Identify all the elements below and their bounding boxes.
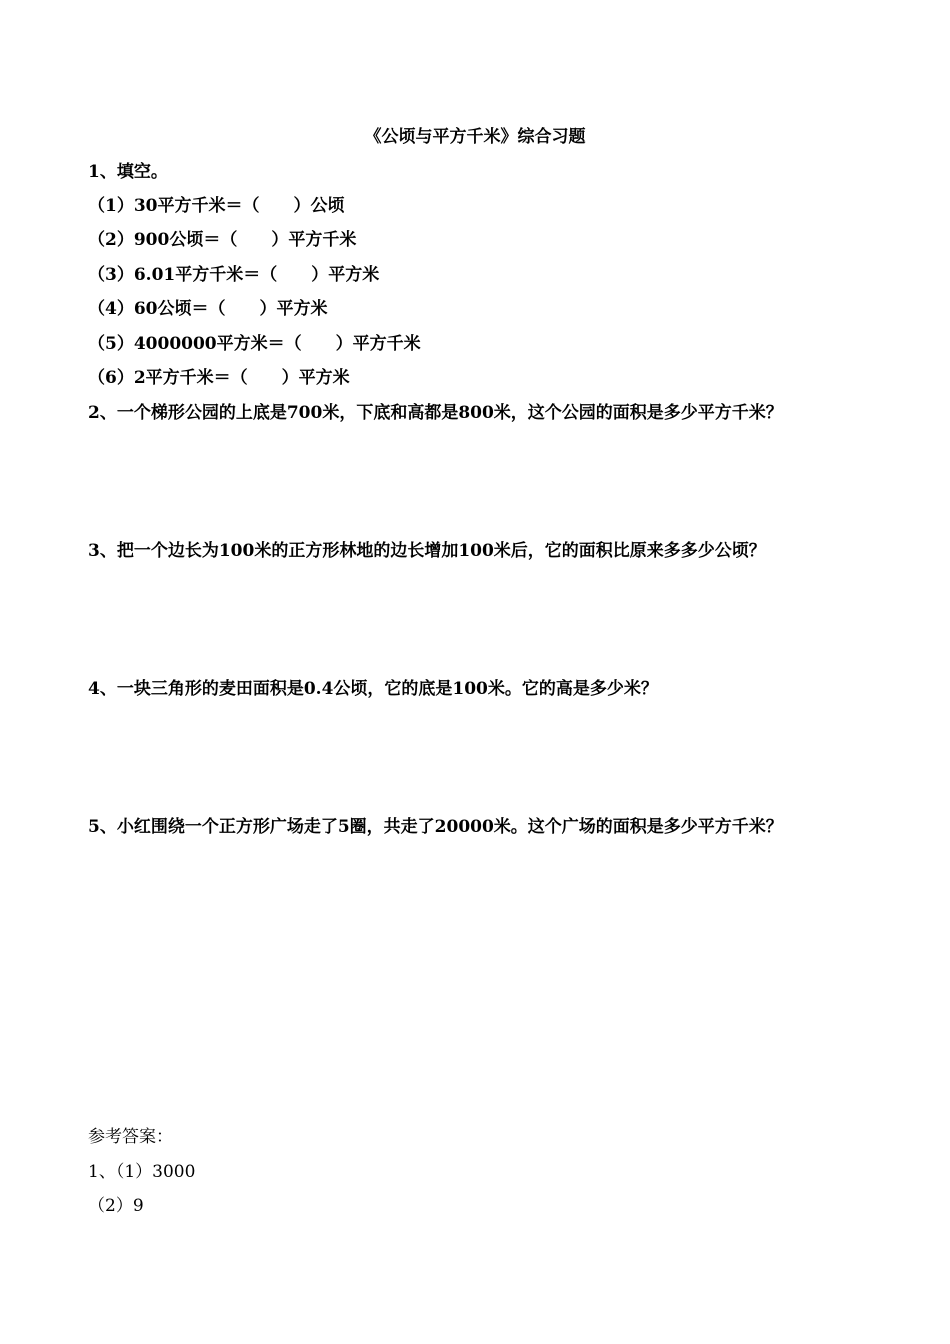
- answers-heading: 参考答案：: [88, 1127, 173, 1147]
- page-title: 《公顷与平方千米》综合习题: [364, 127, 586, 147]
- question-5: 5、小红围绕一个正方形广场走了5圈，共走了20000米。这个广场的面积是多少平方千米？: [88, 817, 783, 837]
- fill-blank-item: （2）900公顷＝（ ）平方千米: [88, 230, 357, 250]
- fill-blank-item: （5）4000000平方米＝（ ）平方千米: [88, 334, 421, 354]
- fill-blank-item: （6）2平方千米＝（ ）平方米: [88, 368, 350, 388]
- fill-blank-item: （1）30平方千米＝（ ）公顷: [88, 196, 345, 216]
- fill-blank-item: （4）60公顷＝（ ）平方米: [88, 299, 328, 319]
- fill-blank-item: （3）6.01平方千米＝（ ）平方米: [88, 265, 380, 285]
- question-2: 2、一个梯形公园的上底是700米，下底和高都是800米，这个公园的面积是多少平方千米？: [88, 403, 783, 423]
- question-3: 3、把一个边长为100米的正方形林地的边长增加100米后，它的面积比原来多多少公顷？: [88, 541, 766, 561]
- question-4: 4、一块三角形的麦田面积是0.4公顷，它的底是100米。它的高是多少米？: [88, 679, 658, 699]
- question-1-heading: 1、填空。: [88, 162, 168, 182]
- answer-line: （2）9: [88, 1196, 144, 1216]
- answer-line: 1、（1）3000: [88, 1162, 196, 1182]
